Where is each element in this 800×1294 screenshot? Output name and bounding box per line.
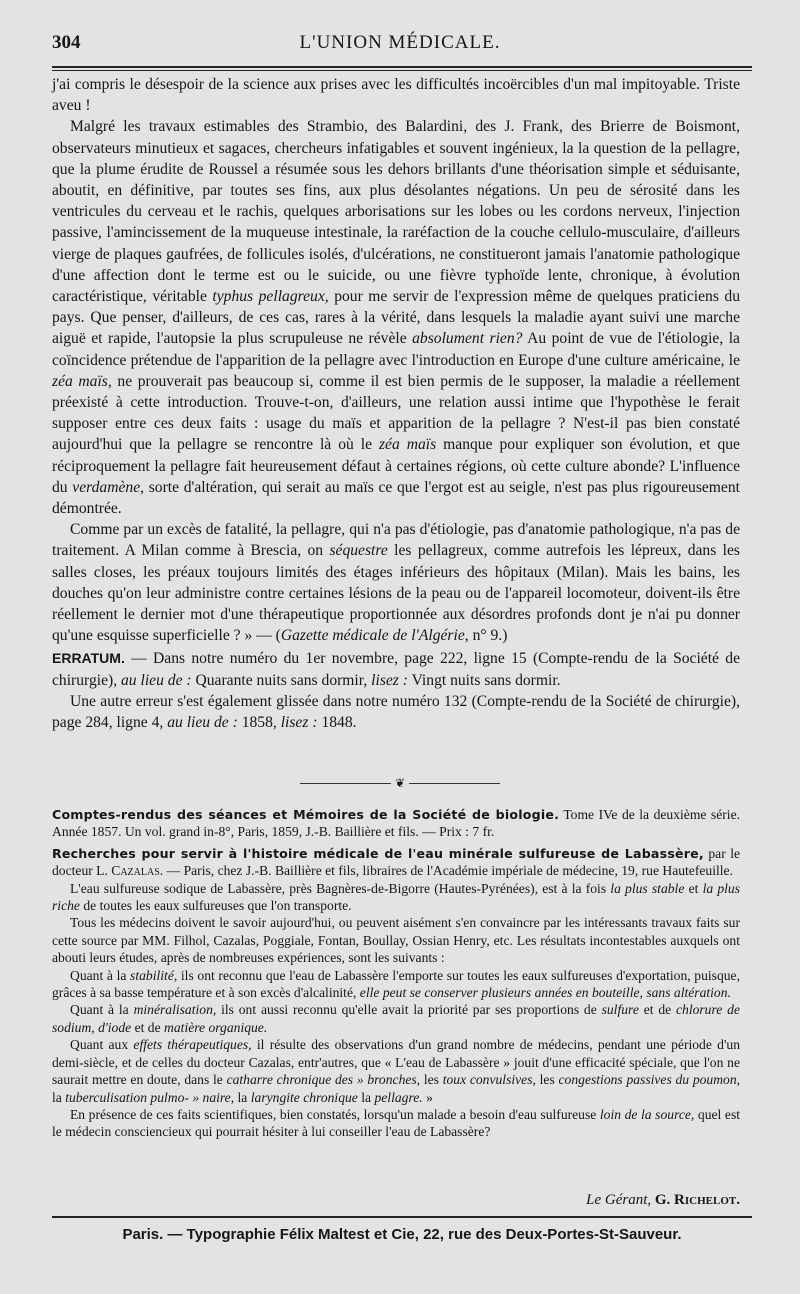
main-text xyxy=(52,74,740,733)
header-rule-thin xyxy=(52,70,752,71)
biblio-entry: Comptes-rendus des séances et Mémoires de la Société de biologie. Tome IVe de la deuxième série. Année 1857. Un vol. grand in-8°, Paris, 1859, J.-B. Baillière et fils. — Prix : 7 fr. xyxy=(52,807,740,840)
erratum: ERRATUM. — Dans notre numéro du 1er novembre, page 222, ligne 15 (Compte-rendu de la Société de chirurgie), au lieu de : Quarante nuits sans dormir, lisez : Vingt nuits sans dormir. xyxy=(52,650,740,689)
section-separator xyxy=(300,776,500,790)
page-number: 304 xyxy=(52,32,81,53)
printer-imprint: Paris. — Typographie Félix Maltest et Cie, 22, rue des Deux-Portes-St-Sauveur. xyxy=(122,1226,682,1243)
fleuron-icon: ❦ xyxy=(394,776,406,790)
paragraph: Malgré les travaux estimables des Strambio, des Balardini, des J. Frank, des Brierre de Boismont, observateurs minutieux et sagaces, chercheurs infatigables et souvent ingénieux, la la question de la pellagre, que la plume érudite de Roussel a résumée sous les dehors brillants d'une théorisation simple et séduisante, aboutit, en définitive, par toutes ses fins, aux plus désolantes négations. Un peu de sérosité dans les ventricules du cerveau et le rachis, quelques arborisations sur les lobes ou les cordons nerveux, l'injection passive, l'amincissement de la muqueuse intestinale, la raréfaction de la couche cellulo-musculaire, d'ailleurs vierge de plaques gaufrées, de follicules isolés, d'ulcérations, ne constitueront jamais l'anatomie pathologique d'une affection dont le terme est ou le suicide, ou une fièvre typhoïde lente, chronique, à évolution caractéristique, véritable typhus pellagreux, pour me servir de l'expression même de quelques praticiens du pays. Que penser, d'ailleurs, de ces cas, rares à la vérité, dans lesquels la maladie ayant suivi une marche aiguë et rapide, l'autopsie la plus scrupuleuse ne révèle absolument rien? Au point de vue de l'étiologie, la coïncidence prétendue de l'apparition de la pellagre avec l'introduction en Europe d'une culture américaine, le zéa maïs, ne prouverait pas beaucoup si, comme il est bien permis de le supposer, la maladie a réellement préexisté à cette introduction. Trouve-t-on, d'ailleurs, une relation aussi intime que l'hypothèse le ferait supposer entre ces deux faits : usage du maïs et apparition de la pellagre ? N'est-il pas bien constaté aujourd'hui que la pellagre se rencontre là où le zéa maïs manque pour expliquer son évolution, et que réciproquement la pellagre fait heureusement défaut à certaines régions, où cette culture abonde? L'influence du verdamène, sorte d'altération, qui serait au maïs ce que l'ergot est au seigle, n'est pas plus rigoureusement démontrée. xyxy=(52,118,741,518)
journal-title: L'UNION MÉDICALE. xyxy=(299,32,501,53)
biblio-paragraph: Quant à la stabilité, ils ont reconnu que l'eau de Labassère l'emporte sur toutes les eaux sulfureuses d'exportation, puisque, grâces à sa basse température et à son excès d'alcalinité, elle peut se conserver plusieurs années en bouteille, sans altération. xyxy=(52,967,740,1001)
signature: Le Gérant, G. Richelot. xyxy=(586,1192,740,1208)
erratum-second: Une autre erreur s'est également glissée dans notre numéro 132 (Compte-rendu de la Société de chirurgie), page 284, ligne 4, au lieu de : 1858, lisez : 1848. xyxy=(52,692,740,732)
paragraph: Comme par un excès de fatalité, la pellagre, qui n'a pas d'étiologie, pas d'anatomie pathologique, n'a pas de traitement. A Milan comme à Brescia, on séquestre les pellagreux, comme autrefois les lépreux, dans les salles closes, les préaux toujours limités des étages inférieurs des hôpitaux (Milan). Mais les bains, les douches qu'on leur administre contre certaines lésions de la peau ou de l'appareil locomoteur, doivent-ils être réellement le dernier mot d'une thérapeutique proportionnée aux désordres profonds dont je n'ai pu donner qu'une esquisse superficielle ? » — (Gazette médicale de l'Algérie, n° 9.) xyxy=(52,521,740,645)
biblio-paragraph: En présence de ces faits scientifiques, bien constatés, lorsqu'un malade a besoin d'eau sulfureuse loin de la source, quel est le médecin consciencieux qui pourrait hésiter à lui conseiller l'eau de Labassère? xyxy=(52,1106,741,1140)
header-rule xyxy=(52,66,752,68)
page-header xyxy=(52,28,748,60)
biblio-paragraph: L'eau sulfureuse sodique de Labassère, près Bagnères-de-Bigorre (Hautes-Pyrénées), est à la fois la plus stable et la plus riche de toutes les eaux sulfureuses que l'on transporte. xyxy=(52,880,740,914)
biblio-paragraph: Tous les médecins doivent le savoir aujourd'hui, ou peuvent aisément s'en convaincre par les intéressants travaux faits sur cette source par MM. Filhol, Cazalas, Poggiale, Fontan, Boullay, Ossian Henry, etc. Les résultats incontestables auxquels ont abouti leurs études, après de nombreuses expériences, sont les suivants : xyxy=(52,915,740,966)
paragraph: j'ai compris le désespoir de la science aux prises avec les difficultés incoërcibles d'un mal impitoyable. Triste aveu ! xyxy=(52,76,740,115)
bibliography-section xyxy=(52,806,740,1141)
erratum-label: ERRATUM. xyxy=(52,650,125,667)
biblio-paragraph: Quant à la minéralisation, ils ont aussi reconnu qu'elle avait la priorité par ses proportions de sulfure et de chlorure de sodium, d'iode et de matière organique. xyxy=(52,1002,740,1035)
biblio-entry: Recherches pour servir à l'histoire médicale de l'eau minérale sulfureuse de Labassère, par le docteur L. Cazalas. — Paris, chez J.-B. Baillière et fils, libraires de l'Académie impériale de médecine, 19, rue Hautefeuille. xyxy=(52,845,741,879)
footer-rule xyxy=(52,1216,752,1218)
biblio-paragraph: Quant aux effets thérapeutiques, il résulte des observations d'un grand nombre de médecins, pendant une période d'un demi-siècle, et de celles du docteur Cazalas, entr'autres, que « L'eau de Labassère » jouit d'une efficacité spéciale, que l'on ne saurait mettre en doute, dans le catharre chronique des » bronches, les toux convulsives, les congestions passives du poumon, la tuberculisation pulmo- » naire, la laryngite chronique la pellagre. » xyxy=(52,1037,741,1105)
